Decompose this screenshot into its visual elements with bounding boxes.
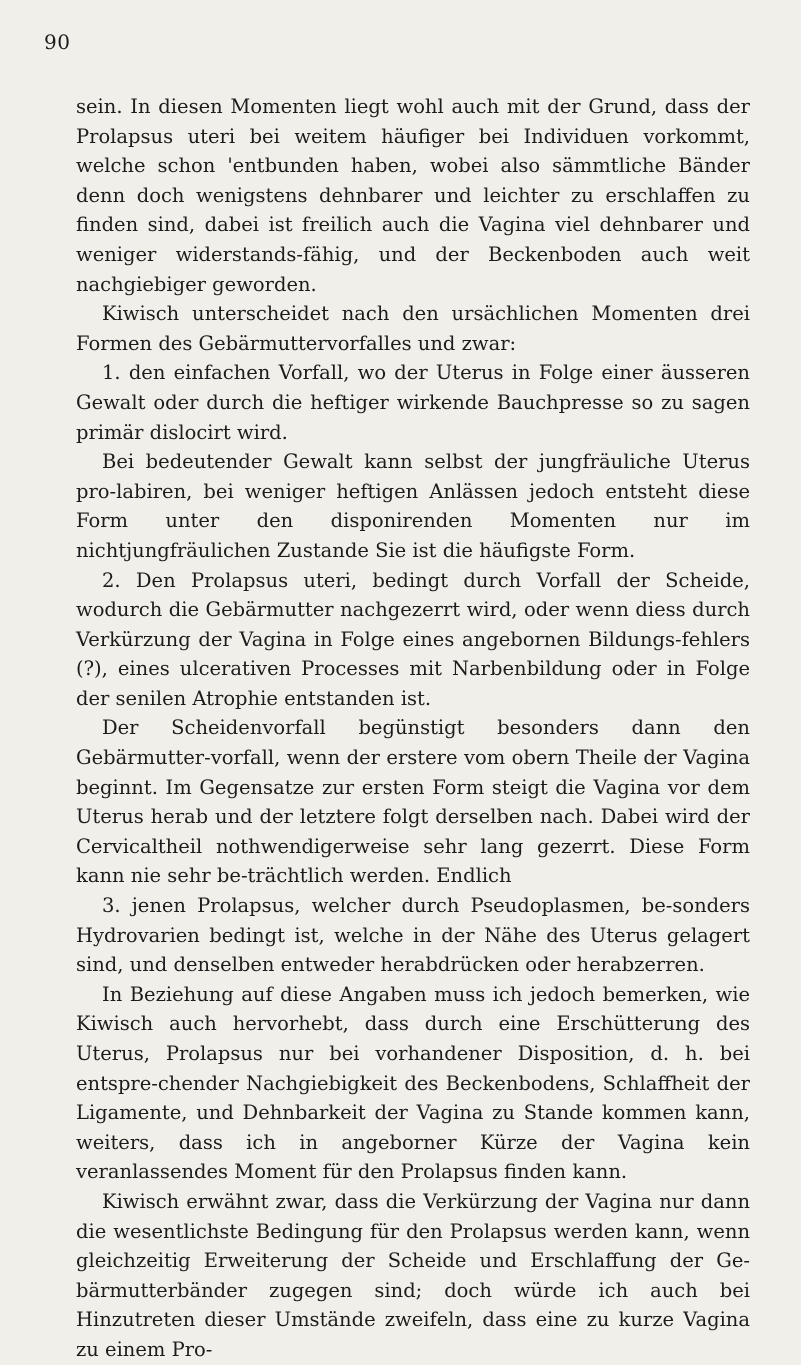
paragraph-7: 3. jenen Prolapsus, welcher durch Pseudoplasmen, be-sonders Hydrovarien bedingt ist, welche in der Nähe des Uterus gelagert sind, und denselben entweder herabdrücken oder herabzerren. [76, 894, 750, 977]
paragraph-8: In Beziehung auf diese Angaben muss ich jedoch bemerken, wie Kiwisch auch hervorhebt, dass durch eine Erschütterung des Uterus, Prolapsus nur bei vorhandener Disposition, d. h. bei entspre-chender Nachgiebigkeit des Beckenbodens, Schlaffheit der Ligamente, und Dehnbarkeit der Vagina zu Stande kommen kann, weiters, dass ich in angeborner Kürze der Vagina kein veranlassendes Moment für den Prolapsus finden kann. [76, 982, 750, 1184]
paragraph-6: Der Scheidenvorfall begünstigt besonders dann den Gebärmutter-vorfall, wenn der erstere vom obern Theile der Vagina beginnt. Im Gegensatze zur ersten Form steigt die Vagina vor dem Uterus herab und der letztere folgt derselben nach. Dabei wird der Cervicaltheil nothwendigerweise sehr lang gezerrt. Diese Form kann nie sehr be-trächtlich werden. Endlich [76, 716, 750, 888]
paragraph-2: Kiwisch unterscheidet nach den ursächlichen Momenten drei Formen des Gebärmuttervorfalles und zwar: [76, 302, 750, 355]
paragraph-4: Bei bedeutender Gewalt kann selbst der jungfräuliche Uterus pro-labiren, bei weniger heftigen Anlässen jedoch entsteht diese Form unter den disponirenden Momenten nur im nichtjungfräulichen Zustande Sie ist die häufigste Form. [76, 450, 750, 562]
page-number: 90 [44, 30, 71, 54]
body-text [76, 92, 750, 1365]
paragraph-5: 2. Den Prolapsus uteri, bedingt durch Vorfall der Scheide, wodurch die Gebärmutter nachgezerrt wird, oder wenn diess durch Verkürzung der Vagina in Folge eines angebornen Bildungs-fehlers (?), eines ulcerativen Processes mit Narbenbildung oder in Folge der senilen Atrophie entstanden ist. [76, 568, 750, 710]
paragraph-9: Kiwisch erwähnt zwar, dass die Verkürzung der Vagina nur dann die wesentlichste Bedingung für den Prolapsus werden kann, wenn gleichzeitig Erweiterung der Scheide und Erschlaffung der Ge-bärmutterbänder zugegen sind; doch würde ich auch bei Hinzutreten dieser Umstände zweifeln, dass eine zu kurze Vagina zu einem Pro- [76, 1189, 750, 1361]
paragraph-3: 1. den einfachen Vorfall, wo der Uterus in Folge einer äusseren Gewalt oder durch die heftiger wirkende Bauchpresse so zu sagen primär dislocirt wird. [76, 361, 750, 444]
paragraph-1: sein. In diesen Momenten liegt wohl auch mit der Grund, dass der Prolapsus uteri bei weitem häufiger bei Individuen vorkommt, welche schon 'entbunden haben, wobei also sämmtliche Bänder denn doch wenigstens dehnbarer und leichter zu erschlaffen zu finden sind, dabei ist freilich auch die Vagina viel dehnbarer und weniger widerstands-fähig, und der Beckenboden auch weit nachgiebiger geworden. [76, 95, 750, 296]
